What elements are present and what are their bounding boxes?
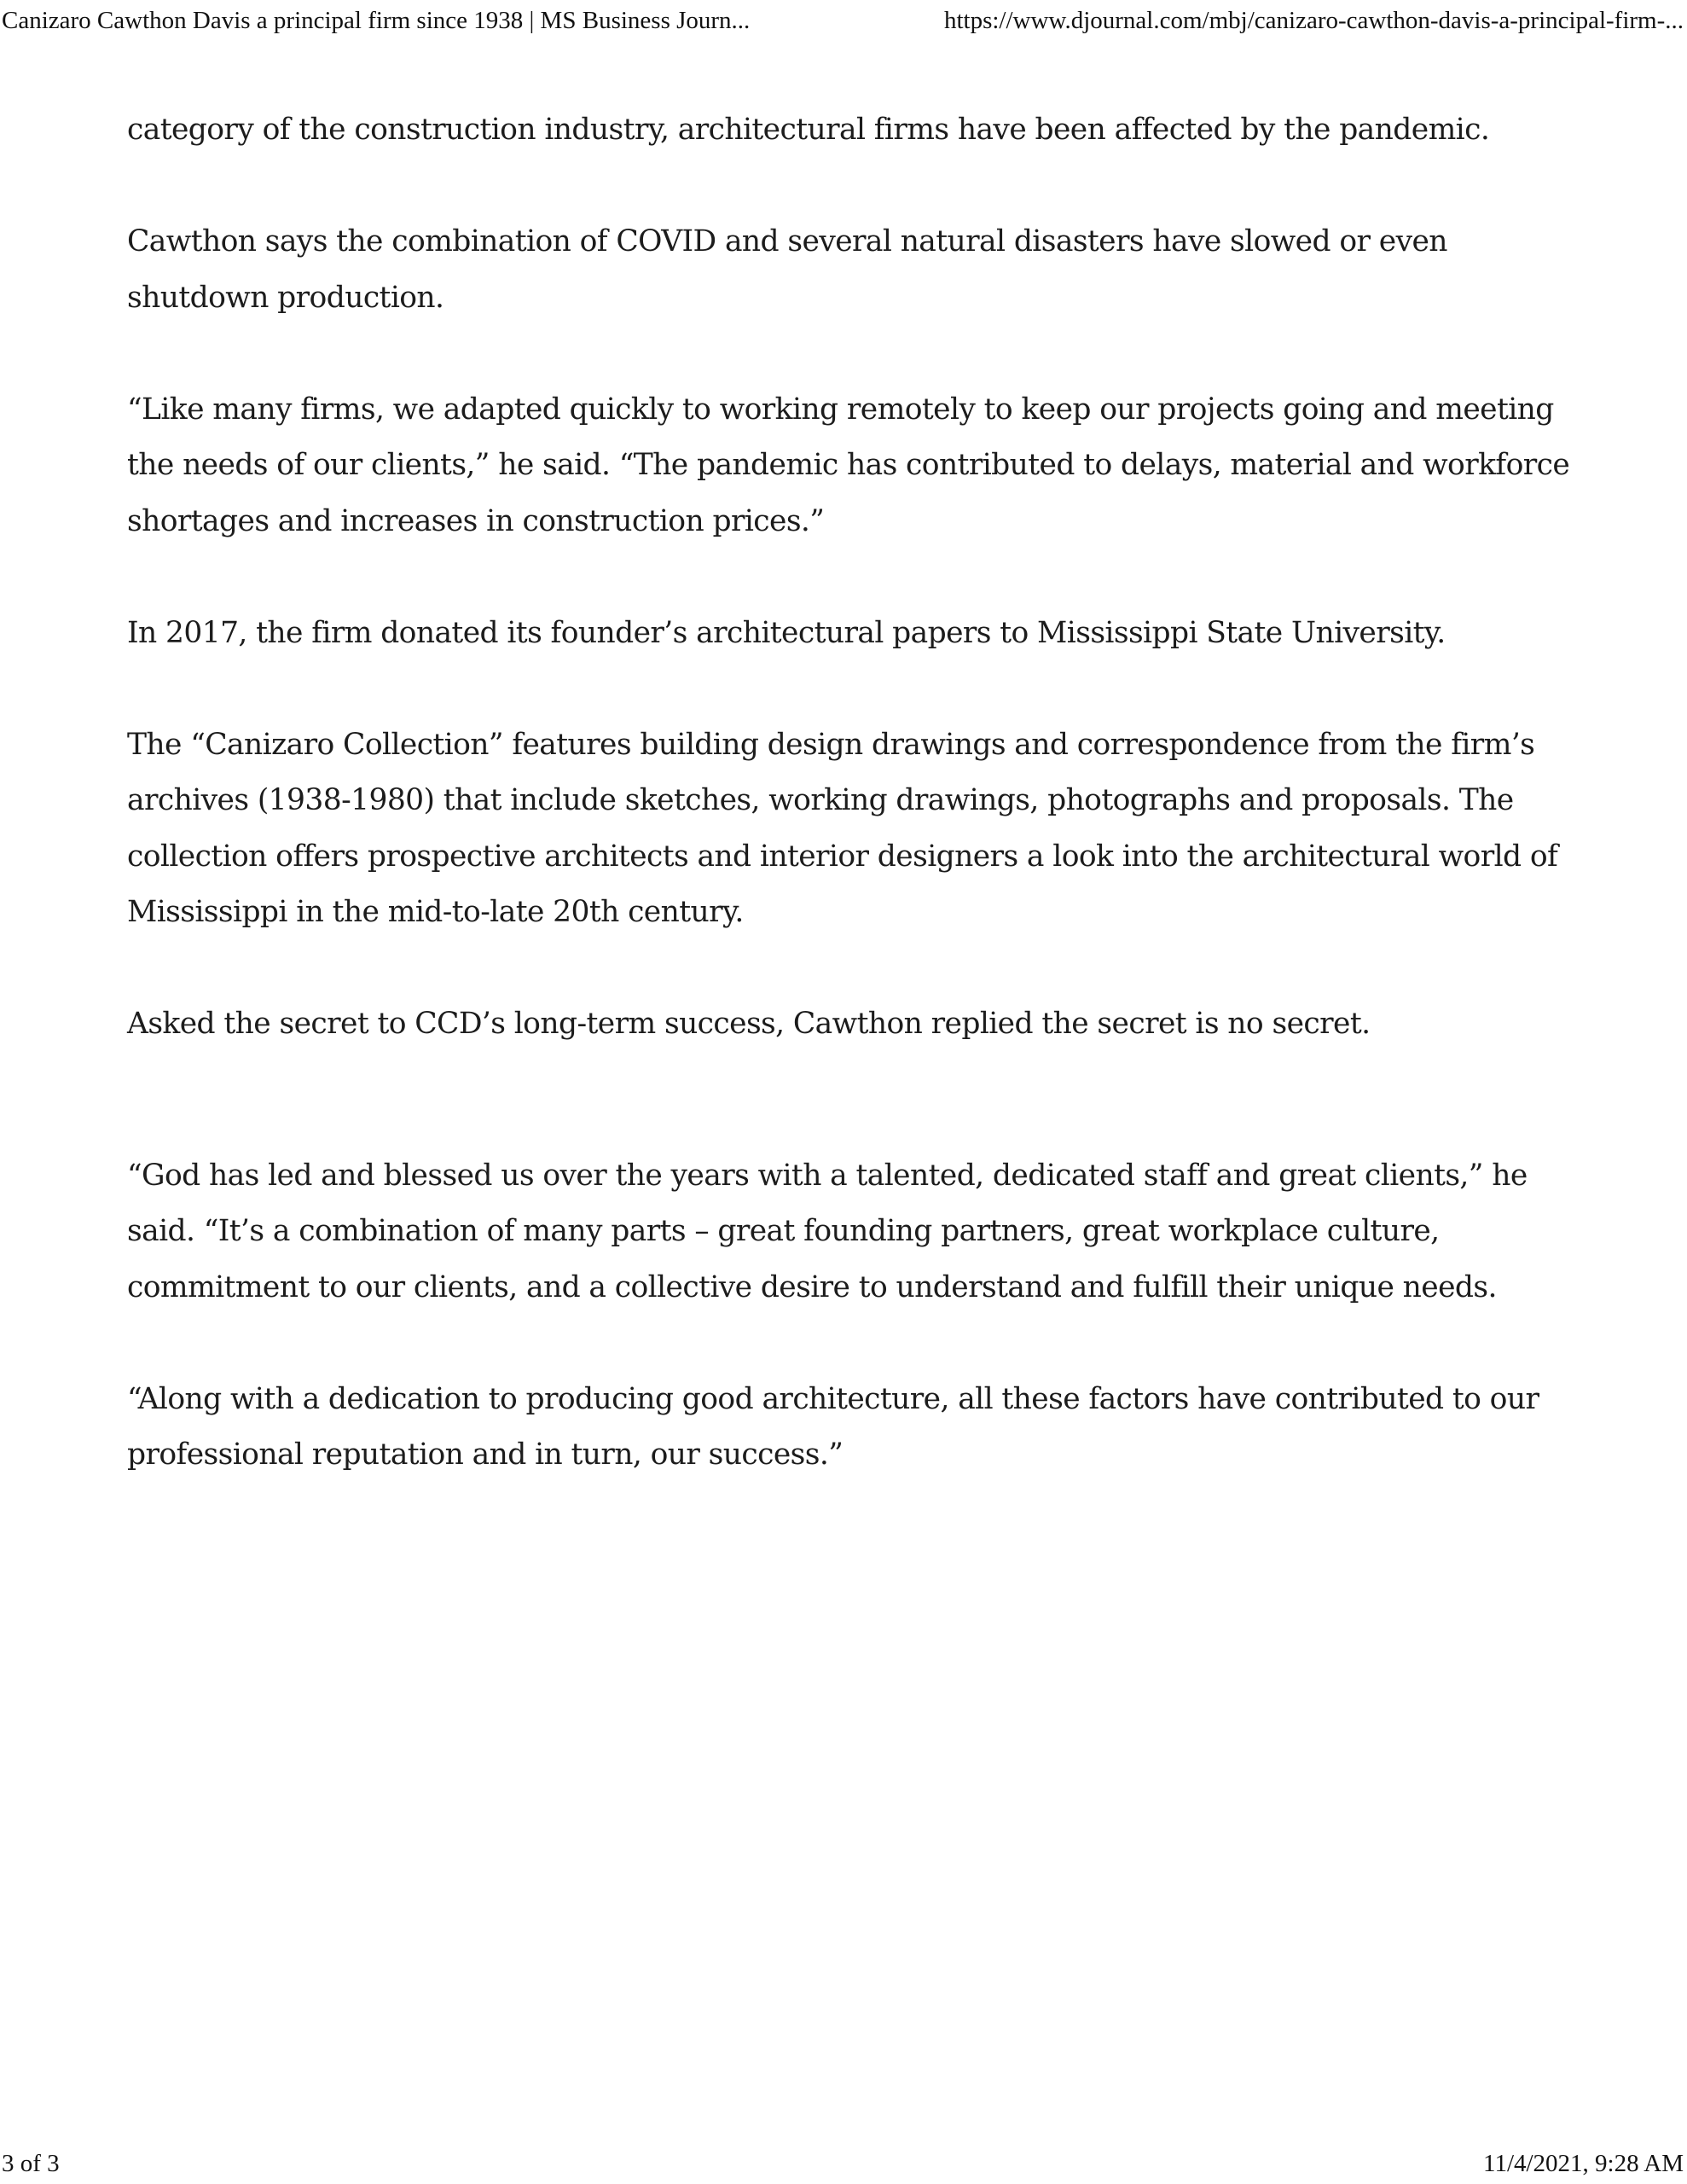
print-timestamp: 11/4/2021, 9:28 AM: [1483, 2150, 1684, 2177]
article-paragraph: Cawthon says the combination of COVID and several natural disasters have slowed or even shutdown production.: [127, 224, 1447, 315]
page-indicator: 3 of 3: [2, 2150, 60, 2177]
article-paragraph: category of the construction industry, architectural firms have been affected by the pandemic.: [127, 113, 1490, 147]
article-paragraph: “Along with a dedication to producing good architecture, all these factors have contributed to our professional reputation and in turn, our success.”: [127, 1381, 1539, 1472]
article-paragraph: “God has led and blessed us over the years with a talented, dedicated staff and great clients,” he said. “It’s a combination of many parts – great founding partners, great workplace culture, commitment to our clients, and a collective desire to understand and fulfill their unique needs.: [127, 1158, 1528, 1304]
print-header: [0, 0, 1687, 41]
article-paragraph: In 2017, the firm donated its founder’s architectural papers to Mississippi State University.: [127, 615, 1446, 650]
article-paragraph: Asked the secret to CCD’s long-term success, Cawthon replied the secret is no secret.: [127, 1007, 1371, 1041]
page-url: https://www.djournal.com/mbj/canizaro-cawthon-davis-a-principal-firm-...: [943, 7, 1684, 34]
print-footer: [0, 2143, 1687, 2184]
article-paragraph: “Like many firms, we adapted quickly to working remotely to keep our projects going and meeting the needs of our clients,” he said. “The pandemic has contributed to delays, material and workforce shortages and increases in construction prices.”: [127, 392, 1570, 538]
page-title: Canizaro Cawthon Davis a principal firm since 1938 | MS Business Journ...: [2, 7, 751, 34]
article-paragraph: The “Canizaro Collection” features building design drawings and correspondence from the firm’s archives (1938-1980) that include sketches, working drawings, photographs and proposals. The collection offers prospective architects and interior designers a look into the architectural world of Mississippi in the mid-to-late 20th century.: [127, 727, 1558, 929]
article-body: [127, 102, 1577, 1539]
